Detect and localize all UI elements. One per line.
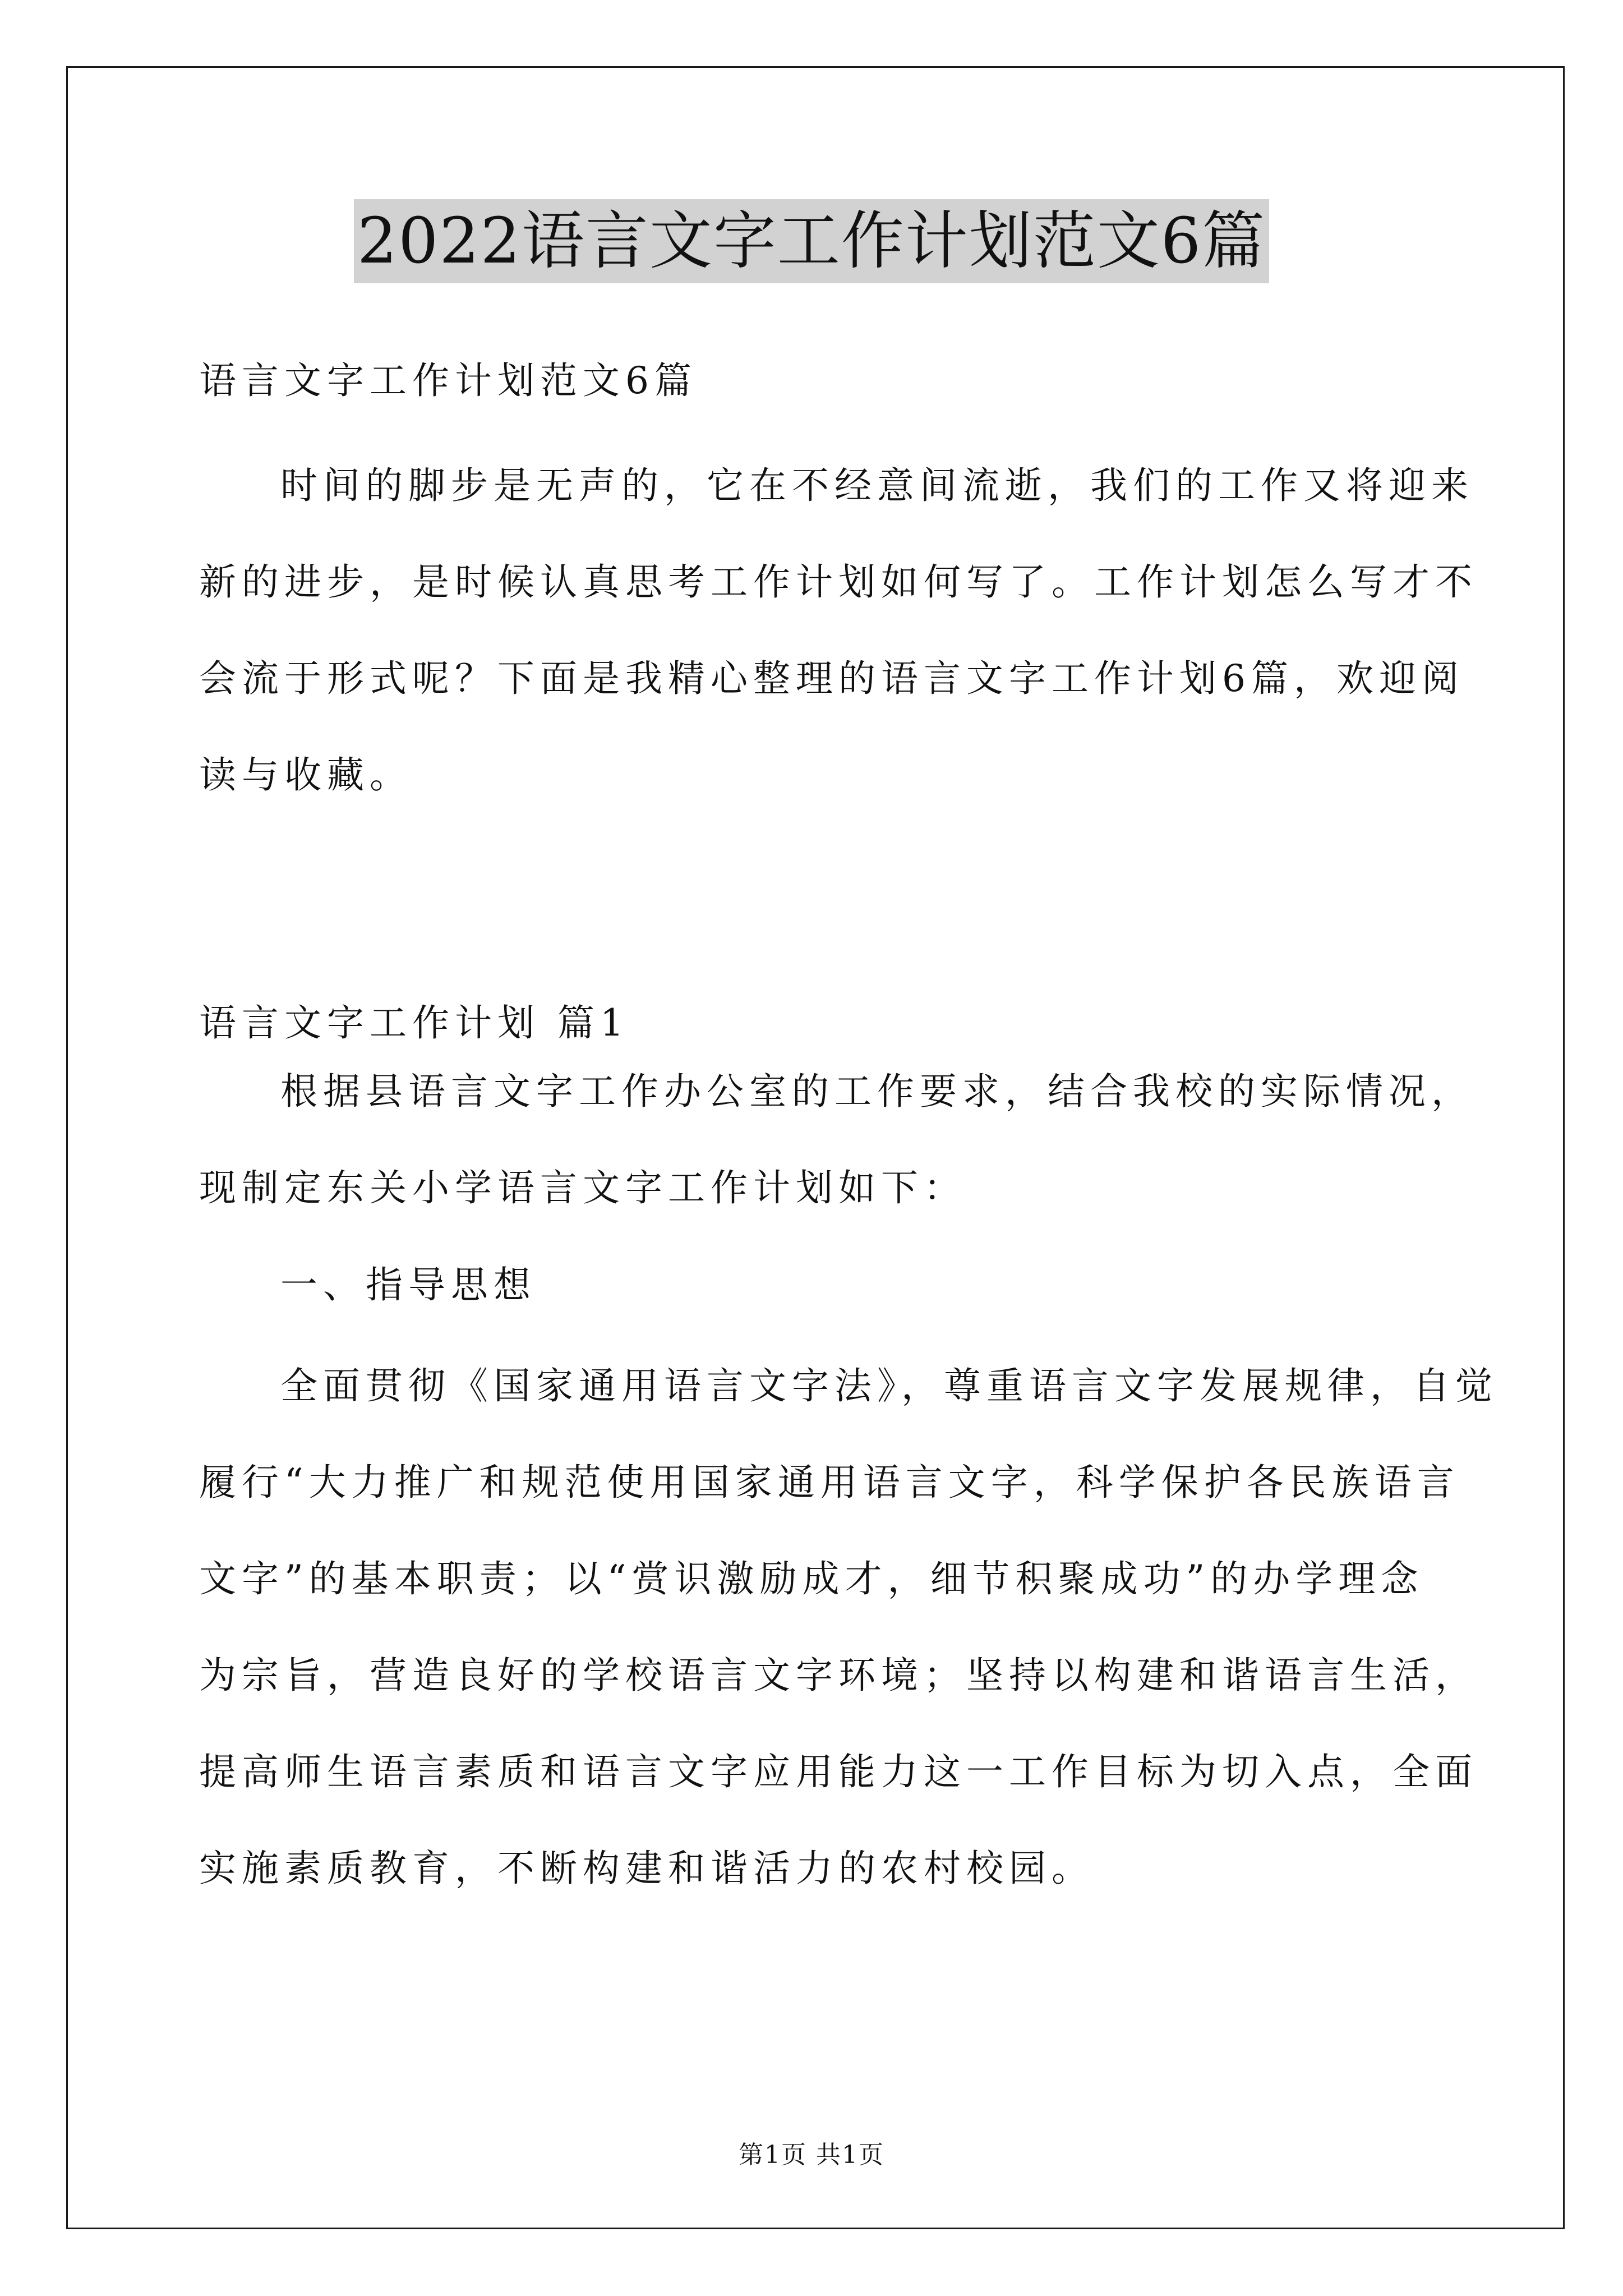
section-intro-paragraph — [199, 1043, 1474, 1236]
intro-line: 会流于形式呢？下面是我精心整理的语言文字工作计划6篇，欢迎阅 — [199, 657, 1464, 700]
guiding-line: 全面贯彻《国家通用语言文字法》，尊重语言文字发展规律，自觉 — [280, 1364, 1498, 1407]
guiding-line: 为宗旨，营造良好的学校语言文字环境；坚持以构建和谐语言生活， — [199, 1654, 1478, 1697]
intro-line: 读与收藏。 — [199, 753, 412, 797]
intro-line: 新的进步，是时候认真思考工作计划如何写了。工作计划怎么写才不 — [199, 560, 1478, 604]
guiding-line: 履行“大力推广和规范使用国家通用语言文字，科学保护各民族语言 — [199, 1461, 1460, 1504]
intro-line: 时间的脚步是无声的，它在不经意间流逝，我们的工作又将迎来 — [280, 464, 1474, 507]
document-title — [0, 199, 1623, 283]
section-intro-line: 现制定东关小学语言文字工作计划如下： — [199, 1166, 966, 1209]
section-heading: 语言文字工作计划 篇1 — [199, 1001, 629, 1045]
page-footer: 第1页 共1页 — [739, 2141, 884, 2169]
guiding-line: 实施素质教育，不断构建和谐活力的农村校园。 — [199, 1847, 1094, 1890]
intro-paragraph — [199, 438, 1478, 823]
guiding-line: 提高师生语言素质和语言文字应用能力这一工作目标为切入点，全面 — [199, 1750, 1478, 1793]
guiding-subheading: 一、指导思想 — [280, 1263, 536, 1306]
guiding-line: 文字”的基本职责；以“赏识激励成才，细节积聚成功”的办学理念 — [199, 1557, 1424, 1600]
guiding-paragraph — [199, 1338, 1498, 1917]
document-subtitle: 语言文字工作计划范文6篇 — [199, 359, 697, 402]
guiding-subheading-block — [199, 1237, 1433, 1333]
section-intro-line: 根据县语言文字工作办公室的工作要求，结合我校的实际情况， — [280, 1070, 1474, 1113]
document-title-text: 2022语言文字工作计划范文6篇 — [354, 199, 1269, 283]
